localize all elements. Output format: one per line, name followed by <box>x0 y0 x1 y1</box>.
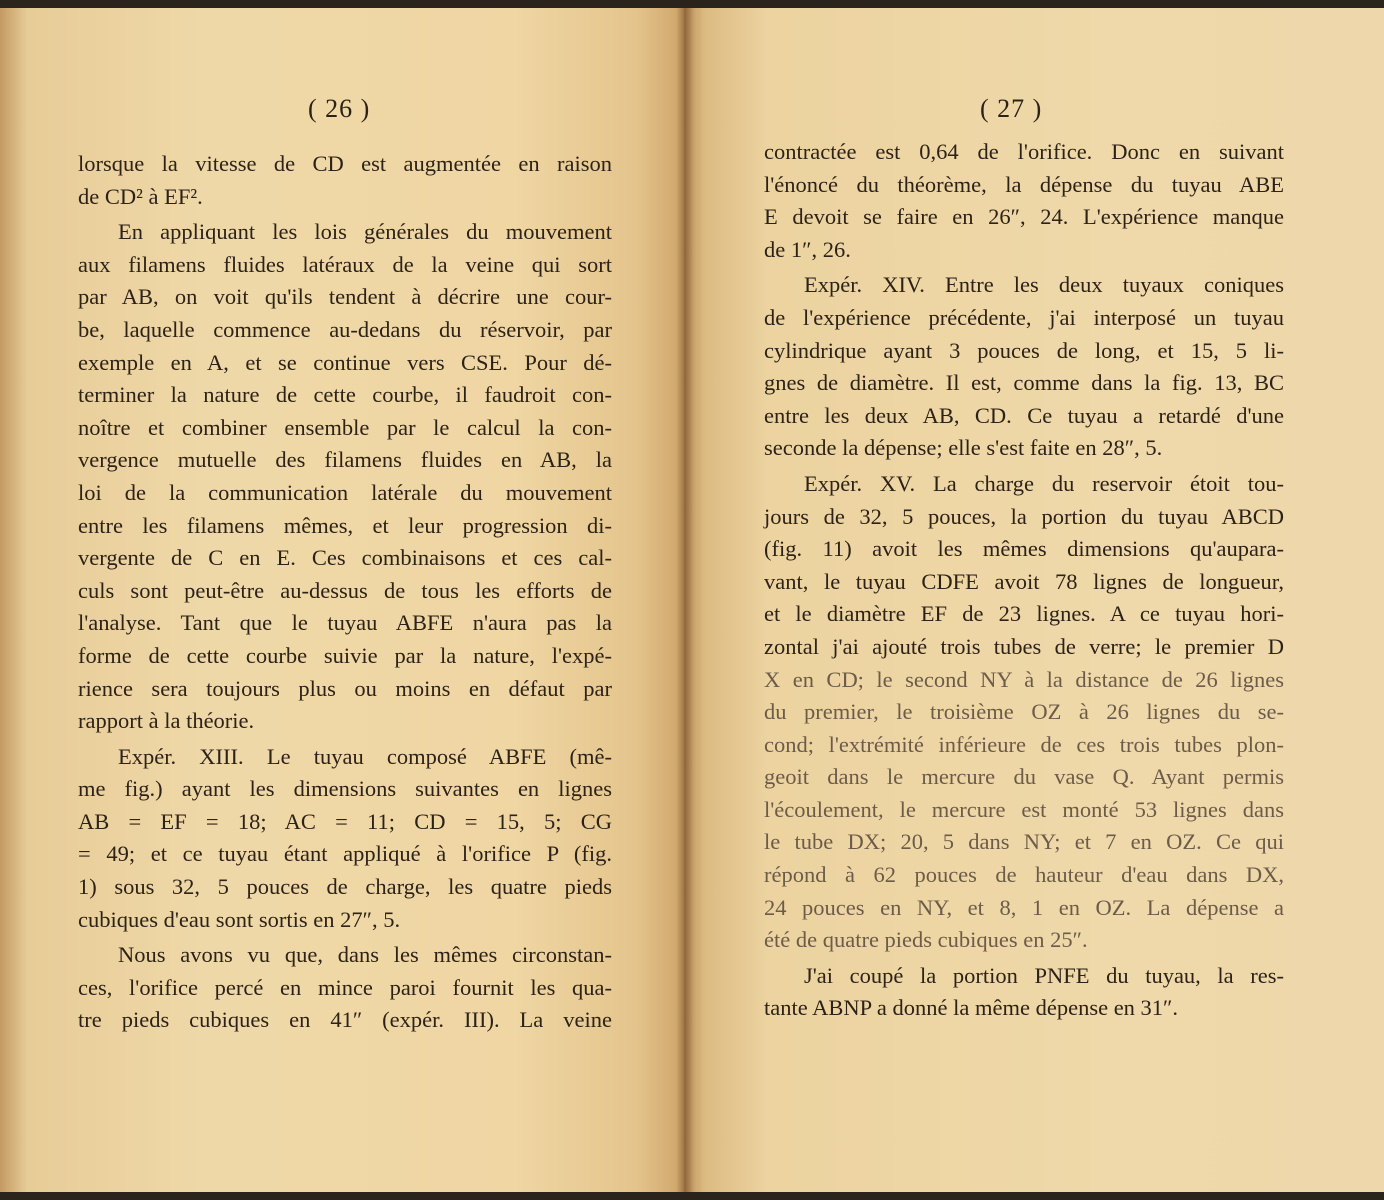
right-page <box>684 8 1384 1192</box>
text-line: 1) sous 32, 5 pouces de charge, les quatre pieds <box>78 874 612 900</box>
text-line: vant, le tuyau CDFE avoit 78 lignes de longueur, <box>764 568 1284 594</box>
text-line: ces, l'orifice percé en mince paroi fournit les qua- <box>78 974 612 1000</box>
text-line: l'énoncé du théorème, la dépense du tuyau ABE <box>764 171 1284 197</box>
text-line: me fig.) ayant les dimensions suivantes en lignes <box>78 776 612 802</box>
text-line: cubiques d'eau sont sortis en 27″, 5. <box>78 906 401 932</box>
text-line: cylindrique ayant 3 pouces de long, et 15, 5 li- <box>764 337 1284 363</box>
text-line: lorsque la vitesse de CD est augmentée en raison <box>78 151 612 176</box>
text-line: exemple en A, et se continue vers CSE. Pour dé- <box>78 349 612 375</box>
text-line: tre pieds cubiques en 41″ (expér. III). La veine <box>78 1007 612 1033</box>
text-line: Expér. XV. La charge du reservoir étoit tou- <box>804 470 1284 496</box>
text-line: entre les filamens mêmes, et leur progression di- <box>78 512 612 538</box>
text-line: = 49; et ce tuyau étant appliqué à l'orifice P (fig. <box>78 841 612 867</box>
text-line: tante ABNP a donné la même dépense en 31″. <box>764 995 1179 1021</box>
text-line: loi de la communication latérale du mouvement <box>78 479 612 505</box>
text-line: culs sont peut-être au-dessus de tous les efforts de <box>78 577 612 603</box>
text-line: 24 pouces en NY, et 8, 1 en OZ. La dépense a <box>764 894 1284 920</box>
text-line: E devoit se faire en 26″, 24. L'expérience manque <box>764 204 1284 230</box>
text-line: de l'expérience précédente, j'ai interposé un tuyau <box>764 304 1284 330</box>
text-line: X en CD; le second NY à la distance de 26 lignes <box>764 666 1284 692</box>
text-line: de 1″, 26. <box>764 236 851 262</box>
text-line: vergente de C en E. Ces combinaisons et ces cal- <box>78 545 612 571</box>
left-page <box>0 8 684 1192</box>
text-line: été de quatre pieds cubiques en 25″. <box>764 927 1088 953</box>
page-text <box>78 148 612 1037</box>
text-line: be, laquelle commence au-dedans du réservoir, par <box>78 316 612 342</box>
text-line: (fig. 11) avoit les mêmes dimensions qu'aupara- <box>764 536 1284 562</box>
text-line: cond; l'extrémité inférieure de ces trois tubes plon- <box>764 731 1284 757</box>
text-line: par AB, on voit qu'ils tendent à décrire une cour- <box>78 284 612 310</box>
text-line: jours de 32, 5 pouces, la portion du tuyau ABCD <box>764 503 1284 529</box>
text-line: vergence mutuelle des filamens fluides en AB, la <box>78 447 612 473</box>
text-line: du premier, le troisième OZ à 26 lignes du se- <box>764 699 1284 725</box>
text-line: Expér. XIV. Entre les deux tuyaux coniques <box>804 272 1284 298</box>
page-text <box>764 136 1284 1025</box>
text-line: le tube DX; 20, 5 dans NY; et 7 en OZ. Ce qui <box>764 829 1284 855</box>
book-spread <box>0 8 1384 1192</box>
text-line: rience sera toujours plus ou moins en défaut par <box>78 675 612 701</box>
text-line: l'analyse. Tant que le tuyau ABFE n'aura pas la <box>78 610 612 636</box>
text-line: rapport à la théorie. <box>78 708 255 734</box>
book-gutter <box>676 8 694 1192</box>
page-number: ( 26 ) <box>308 94 371 123</box>
text-line: de CD² à EF². <box>78 183 203 209</box>
text-line: répond à 62 pouces de hauteur d'eau dans DX, <box>764 862 1284 888</box>
text-line: l'écoulement, le mercure est monté 53 lignes dans <box>764 796 1284 822</box>
text-line: gnes de diamètre. Il est, comme dans la fig. 13, BC <box>764 370 1284 396</box>
text-line: En appliquant les lois générales du mouvement <box>118 219 612 245</box>
text-line: zontal j'ai ajouté trois tubes de verre; le premier D <box>764 633 1284 659</box>
text-line: seconde la dépense; elle s'est faite en 28″, 5. <box>764 435 1163 461</box>
text-line: Expér. XIII. Le tuyau composé ABFE (mê- <box>118 743 612 769</box>
text-line: entre les deux AB, CD. Ce tuyau a retardé d'une <box>764 402 1284 428</box>
text-line: noître et combiner ensemble par le calcul la con- <box>78 414 612 440</box>
text-line: Nous avons vu que, dans les mêmes circonstan- <box>118 942 612 968</box>
text-line: forme de cette courbe suivie par la nature, l'expé- <box>78 642 612 668</box>
text-line: geoit dans le mercure du vase Q. Ayant permis <box>764 764 1284 790</box>
text-line: contractée est 0,64 de l'orifice. Donc en suivant <box>764 139 1284 164</box>
text-line: J'ai coupé la portion PNFE du tuyau, la res- <box>804 962 1284 988</box>
text-line: et le diamètre EF de 23 lignes. A ce tuyau hori- <box>764 601 1284 627</box>
page-number: ( 27 ) <box>980 94 1043 123</box>
text-line: AB = EF = 18; AC = 11; CD = 15, 5; CG <box>78 808 612 834</box>
text-line: aux filamens fluides latéraux de la veine qui sort <box>78 251 612 277</box>
text-line: terminer la nature de cette courbe, il faudroit con- <box>78 382 612 408</box>
